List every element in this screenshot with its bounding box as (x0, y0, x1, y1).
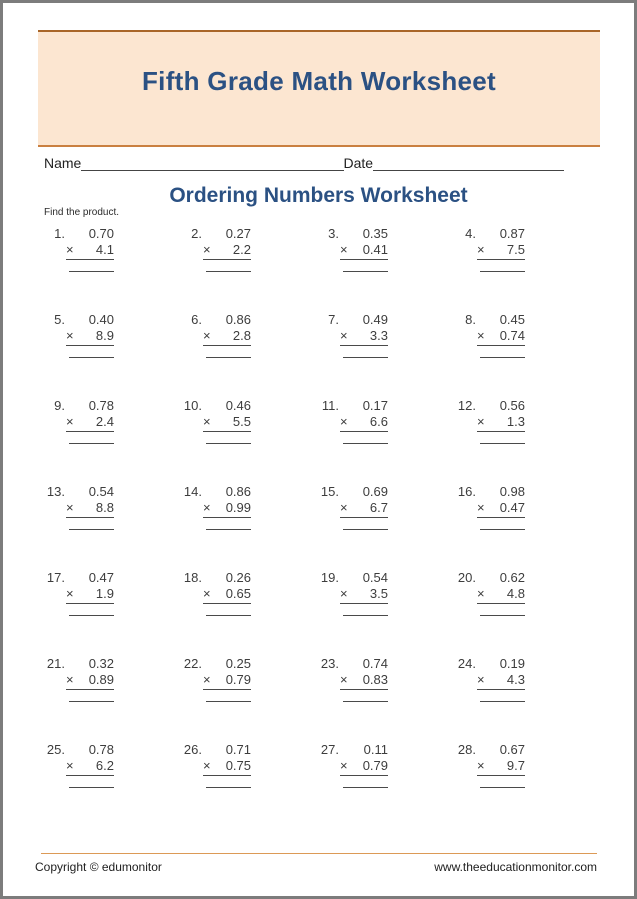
operand-spacer (454, 500, 476, 518)
multiply-icon: × (66, 242, 74, 257)
problem-number: 19. (320, 570, 339, 585)
multiplication-problem (43, 398, 180, 484)
multiply-icon: × (203, 414, 211, 429)
operand-spacer (43, 586, 65, 604)
multiplier: 7.5 (506, 242, 525, 257)
multiplicand: 0.54 (362, 570, 388, 585)
multiply-icon: × (477, 586, 485, 601)
multiplicand: 0.19 (499, 656, 525, 671)
answer-blank[interactable] (69, 443, 114, 444)
operand-spacer (317, 242, 339, 260)
problem-number: 9. (54, 398, 65, 413)
multiplier: 6.6 (369, 414, 388, 429)
multiplicand: 0.26 (225, 570, 251, 585)
answer-blank[interactable] (343, 357, 388, 358)
multiply-icon: × (66, 672, 74, 687)
answer-blank[interactable] (206, 529, 251, 530)
footer-divider (41, 853, 597, 854)
multiplier: 8.9 (95, 328, 114, 343)
operand-spacer (454, 242, 476, 260)
multiplier: 0.89 (88, 672, 114, 687)
multiplier: 8.8 (95, 500, 114, 515)
operand-spacer (180, 672, 202, 690)
problem-number: 25. (46, 742, 65, 757)
problem-number: 10. (183, 398, 202, 413)
multiplicand: 0.56 (499, 398, 525, 413)
answer-blank[interactable] (69, 529, 114, 530)
multiplicand: 0.11 (363, 742, 388, 757)
multiplicand: 0.54 (88, 484, 114, 499)
operand-spacer (180, 414, 202, 432)
multiplier: 4.3 (506, 672, 525, 687)
answer-blank[interactable] (480, 787, 525, 788)
multiplicand: 0.70 (88, 226, 114, 241)
multiply-icon: × (203, 672, 211, 687)
answer-blank[interactable] (343, 529, 388, 530)
problem-number: 8. (465, 312, 476, 327)
website-text: www.theeducationmonitor.com (434, 860, 597, 874)
problem-number: 20. (457, 570, 476, 585)
multiplication-problem (180, 742, 317, 828)
multiplication-problem (454, 398, 591, 484)
multiplicand: 0.25 (225, 656, 251, 671)
multiplication-problem (317, 484, 454, 570)
problem-number: 7. (328, 312, 339, 327)
multiply-icon: × (340, 328, 348, 343)
multiplier: 1.3 (506, 414, 525, 429)
multiplier: 0.41 (362, 242, 388, 257)
section-title: Ordering Numbers Worksheet (169, 184, 468, 207)
multiplicand: 0.62 (499, 570, 525, 585)
answer-blank[interactable] (343, 615, 388, 616)
multiplicand: 0.69 (362, 484, 388, 499)
answer-blank[interactable] (69, 271, 114, 272)
multiplier: 3.5 (369, 586, 388, 601)
operand-spacer (317, 586, 339, 604)
multiplier: 0.75 (225, 758, 251, 773)
multiplication-problem (43, 226, 180, 312)
answer-blank[interactable] (69, 615, 114, 616)
problem-number: 17. (46, 570, 65, 585)
multiply-icon: × (477, 242, 485, 257)
multiplication-problem (317, 656, 454, 742)
answer-blank[interactable] (343, 701, 388, 702)
answer-blank[interactable] (480, 271, 525, 272)
date-input-line[interactable] (373, 157, 564, 171)
name-input-line[interactable] (81, 157, 343, 171)
multiplicand: 0.71 (225, 742, 251, 757)
problem-number: 23. (320, 656, 339, 671)
multiplier: 3.3 (369, 328, 388, 343)
multiplication-problem (180, 312, 317, 398)
multiplication-problem (180, 226, 317, 312)
multiply-icon: × (340, 672, 348, 687)
answer-blank[interactable] (480, 357, 525, 358)
answer-blank[interactable] (206, 615, 251, 616)
problem-number: 21. (46, 656, 65, 671)
operand-spacer (43, 758, 65, 776)
multiplicand: 0.78 (88, 742, 114, 757)
multiply-icon: × (66, 414, 74, 429)
multiply-icon: × (203, 758, 211, 773)
answer-blank[interactable] (343, 787, 388, 788)
multiply-icon: × (66, 500, 74, 515)
multiplier: 6.2 (95, 758, 114, 773)
answer-blank[interactable] (69, 357, 114, 358)
multiplicand: 0.78 (88, 398, 114, 413)
problem-number: 2. (191, 226, 202, 241)
name-date-row (44, 153, 564, 171)
answer-blank[interactable] (343, 443, 388, 444)
header-band (38, 30, 600, 147)
multiplication-problem (454, 570, 591, 656)
answer-blank[interactable] (206, 357, 251, 358)
problem-number: 14. (183, 484, 202, 499)
operand-spacer (454, 586, 476, 604)
multiplication-problem (180, 656, 317, 742)
operand-spacer (454, 414, 476, 432)
multiply-icon: × (477, 414, 485, 429)
problem-number: 6. (191, 312, 202, 327)
operand-spacer (180, 328, 202, 346)
operand-spacer (317, 758, 339, 776)
problem-number: 12. (457, 398, 476, 413)
multiplier: 0.79 (225, 672, 251, 687)
multiply-icon: × (203, 500, 211, 515)
problem-number: 27. (320, 742, 339, 757)
operand-spacer (317, 500, 339, 518)
multiplicand: 0.45 (499, 312, 525, 327)
multiply-icon: × (340, 242, 348, 257)
problem-number: 1. (54, 226, 65, 241)
multiplicand: 0.46 (225, 398, 251, 413)
operand-spacer (180, 758, 202, 776)
multiply-icon: × (66, 586, 74, 601)
multiplicand: 0.47 (88, 570, 114, 585)
multiply-icon: × (203, 586, 211, 601)
multiplication-problem (454, 226, 591, 312)
multiplicand: 0.74 (362, 656, 388, 671)
operand-spacer (180, 500, 202, 518)
operand-spacer (317, 414, 339, 432)
multiplier: 0.79 (362, 758, 388, 773)
multiply-icon: × (340, 758, 348, 773)
multiplicand: 0.40 (88, 312, 114, 327)
multiplicand: 0.32 (88, 656, 114, 671)
operand-spacer (317, 328, 339, 346)
multiplier: 1.9 (95, 586, 114, 601)
multiply-icon: × (477, 500, 485, 515)
multiplication-problem (180, 570, 317, 656)
multiplication-problem (317, 570, 454, 656)
multiplier: 9.7 (506, 758, 525, 773)
problem-number: 24. (457, 656, 476, 671)
multiply-icon: × (203, 242, 211, 257)
multiplicand: 0.86 (225, 312, 251, 327)
multiplier: 6.7 (369, 500, 388, 515)
multiplication-problem (454, 312, 591, 398)
multiply-icon: × (340, 500, 348, 515)
problem-number: 16. (457, 484, 476, 499)
multiplication-problem (43, 742, 180, 828)
multiplicand: 0.49 (362, 312, 388, 327)
multiplicand: 0.17 (362, 398, 388, 413)
multiplication-problem (317, 312, 454, 398)
multiplication-problem (317, 742, 454, 828)
answer-blank[interactable] (206, 271, 251, 272)
answer-blank[interactable] (480, 529, 525, 530)
multiplier: 0.74 (499, 328, 525, 343)
answer-blank[interactable] (480, 443, 525, 444)
multiplication-problem (180, 398, 317, 484)
multiplier: 0.99 (225, 500, 251, 515)
operand-spacer (43, 672, 65, 690)
multiplier: 0.83 (362, 672, 388, 687)
multiplication-problem (43, 312, 180, 398)
operand-spacer (180, 242, 202, 260)
multiply-icon: × (477, 672, 485, 687)
multiplication-problem (317, 398, 454, 484)
operand-spacer (43, 500, 65, 518)
multiply-icon: × (477, 328, 485, 343)
multiply-icon: × (340, 414, 348, 429)
multiply-icon: × (477, 758, 485, 773)
problem-number: 15. (320, 484, 339, 499)
problem-number: 4. (465, 226, 476, 241)
multiplication-problem (454, 656, 591, 742)
multiplicand: 0.27 (225, 226, 251, 241)
multiplier: 2.2 (232, 242, 251, 257)
multiplier: 2.8 (232, 328, 251, 343)
operand-spacer (454, 672, 476, 690)
answer-blank[interactable] (480, 701, 525, 702)
name-label: Name (44, 155, 82, 171)
problem-number: 11. (321, 398, 339, 413)
problem-number: 5. (54, 312, 65, 327)
instructions-text: Find the product. (44, 207, 120, 218)
multiplication-problem (43, 656, 180, 742)
answer-blank[interactable] (343, 271, 388, 272)
answer-blank[interactable] (480, 615, 525, 616)
copyright-text: Copyright © edumonitor (35, 860, 162, 874)
multiplicand: 0.98 (499, 484, 525, 499)
multiplier: 4.1 (95, 242, 114, 257)
multiplication-problem (180, 484, 317, 570)
problem-number: 26. (183, 742, 202, 757)
problem-number: 18. (183, 570, 202, 585)
answer-blank[interactable] (69, 787, 114, 788)
problem-number: 28. (457, 742, 476, 757)
multiplication-problem (43, 570, 180, 656)
operand-spacer (454, 328, 476, 346)
answer-blank[interactable] (206, 443, 251, 444)
operand-spacer (43, 414, 65, 432)
multiplication-problem (454, 484, 591, 570)
operand-spacer (317, 672, 339, 690)
multiplicand: 0.35 (362, 226, 388, 241)
multiply-icon: × (66, 758, 74, 773)
multiplication-problem (454, 742, 591, 828)
multiplier: 0.65 (225, 586, 251, 601)
multiplier: 2.4 (95, 414, 114, 429)
multiplier: 0.47 (499, 500, 525, 515)
answer-blank[interactable] (69, 701, 114, 702)
answer-blank[interactable] (206, 701, 251, 702)
multiplier: 4.8 (506, 586, 525, 601)
multiply-icon: × (340, 586, 348, 601)
multiplicand: 0.86 (225, 484, 251, 499)
operand-spacer (43, 328, 65, 346)
problem-number: 22. (183, 656, 202, 671)
date-label: Date (343, 155, 374, 171)
multiplicand: 0.87 (499, 226, 525, 241)
multiplicand: 0.67 (499, 742, 525, 757)
multiplication-problem (317, 226, 454, 312)
multiplication-problem (43, 484, 180, 570)
multiplier: 5.5 (232, 414, 251, 429)
operand-spacer (454, 758, 476, 776)
page-title: Fifth Grade Math Worksheet (141, 66, 497, 96)
answer-blank[interactable] (206, 787, 251, 788)
problem-number: 13. (46, 484, 65, 499)
footer (35, 853, 597, 874)
multiply-icon: × (66, 328, 74, 343)
operand-spacer (180, 586, 202, 604)
operand-spacer (43, 242, 65, 260)
multiply-icon: × (203, 328, 211, 343)
problems-grid (43, 226, 634, 828)
problem-number: 3. (328, 226, 339, 241)
